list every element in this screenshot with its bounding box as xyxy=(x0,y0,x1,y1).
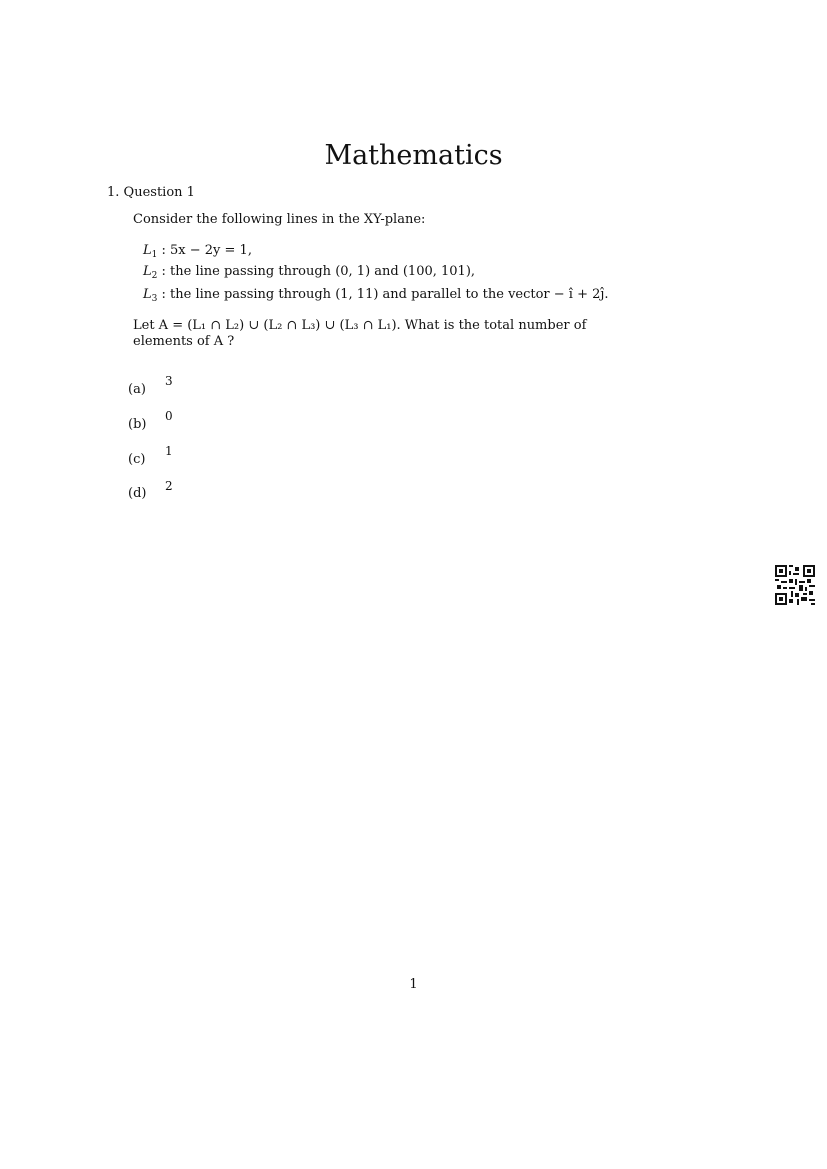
line-l1 xyxy=(143,243,252,260)
option-c-label[interactable]: (c) xyxy=(128,452,146,467)
line-subscript: 3 xyxy=(151,294,158,304)
option-a-value[interactable]: 3 xyxy=(165,374,173,388)
option-d-value[interactable]: 2 xyxy=(165,479,173,493)
option-d-label[interactable]: (d) xyxy=(128,486,147,501)
line-name: L xyxy=(143,264,152,279)
question-intro: Consider the following lines in the XY-plane: xyxy=(133,212,426,227)
question-statement: Let A = (L₁ ∩ L₂) ∪ (L₂ ∩ L₃) ∪ (L₃ ∩ L₁). What is the total number of xyxy=(133,318,587,333)
option-a-label[interactable]: (a) xyxy=(128,382,146,397)
line-l3 xyxy=(143,287,609,304)
question-statement-continued: elements of A ? xyxy=(133,334,235,349)
line-subscript: 1 xyxy=(151,250,158,260)
question-heading xyxy=(107,185,195,200)
option-b-value[interactable]: 0 xyxy=(165,409,173,423)
question-title: Question 1 xyxy=(123,185,195,200)
question-number: 1. xyxy=(107,185,120,200)
page-title: Mathematics xyxy=(324,140,503,171)
line-text: : the line passing through (0, 1) and (100, 101), xyxy=(157,264,476,279)
qr-code-icon xyxy=(775,565,815,605)
line-subscript: 2 xyxy=(151,271,158,281)
line-name: L xyxy=(143,287,152,302)
option-b-label[interactable]: (b) xyxy=(128,417,147,432)
page-number: 1 xyxy=(409,977,418,992)
line-name: L xyxy=(143,243,152,258)
line-text: : the line passing through (1, 11) and parallel to the vector − î + 2ĵ. xyxy=(157,287,609,302)
line-text: : 5x − 2y = 1, xyxy=(157,243,252,258)
option-c-value[interactable]: 1 xyxy=(165,444,173,458)
line-l2 xyxy=(143,264,475,281)
